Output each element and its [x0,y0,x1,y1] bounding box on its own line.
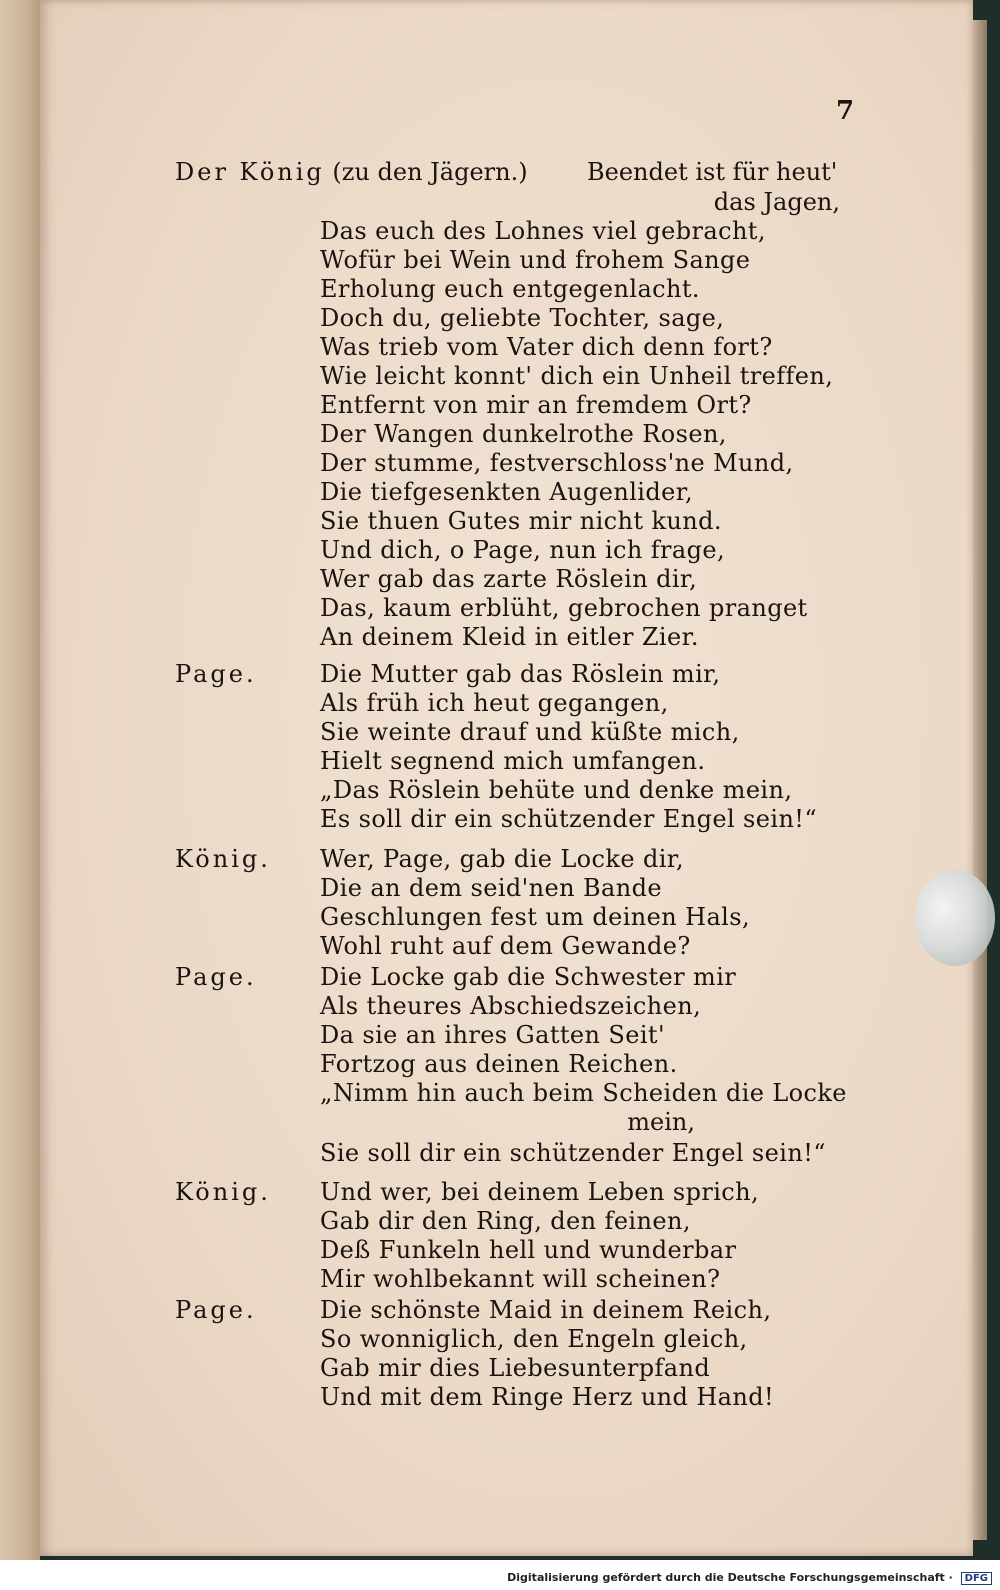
verse-line: Mir wohlbekannt will scheinen? [320,1265,721,1293]
verse-line: Wohl ruht auf dem Gewande? [320,932,691,960]
page-number: 7 [836,96,855,126]
verse-line: Beendet ist für heut' [587,158,838,186]
speaker-name: Page. [175,660,257,688]
verse-line-continuation: das Jagen, [713,188,840,216]
verse-line: Wofür bei Wein und frohem Sange [320,246,751,274]
speaker-name: Der König [175,158,325,186]
verse-line: „Das Röslein behüte und denke mein, [320,776,793,804]
verse-line: Und dich, o Page, nun ich frage, [320,536,726,564]
verse-line: Wer, Page, gab die Locke dir, [320,845,685,873]
verse-line: So wonniglich, den Engeln gleich, [320,1325,748,1353]
verse-line: Hielt segnend mich umfangen. [320,747,706,775]
credit-text: Digitalisierung gefördert durch die Deutsche Forschungsgemeinschaft · [507,1571,953,1584]
scanner-thumb-shadow [915,870,995,966]
verse-line: Gab mir dies Liebesunterpfand [320,1354,711,1382]
digitization-credit [507,1571,992,1585]
verse-line: Als früh ich heut gegangen, [320,689,669,717]
first-speech-line [175,158,845,186]
verse-line: Sie thuen Gutes mir nicht kund. [320,507,722,535]
verse-line: Der stumme, festverschloss'ne Mund, [320,449,794,477]
verse-line: Und wer, bei deinem Leben sprich, [320,1178,760,1206]
verse-line: Die tiefgesenkten Augenlider, [320,478,693,506]
stage-direction: (zu den Jägern.) [332,158,528,186]
verse-line: Was trieb vom Vater dich denn fort? [320,333,773,361]
verse-line: Die schönste Maid in deinem Reich, [320,1296,772,1324]
verse-line: Deß Funkeln hell und wunderbar [320,1236,737,1264]
speaker-name: Page. [175,963,257,991]
speaker-name: König. [175,845,271,873]
verse-line: Doch du, geliebte Tochter, sage, [320,304,725,332]
verse-line: Und mit dem Ringe Herz und Hand! [320,1383,775,1411]
verse-line: Als theures Abschiedszeichen, [320,992,702,1020]
verse-line: Wie leicht konnt' dich ein Unheil treffen, [320,362,834,390]
verse-line: Das, kaum erblüht, gebrochen pranget [320,594,808,622]
verse-line: Entfernt von mir an fremdem Ort? [320,391,752,419]
verse-line: Erholung euch entgegenlacht. [320,275,700,303]
verse-line: „Nimm hin auch beim Scheiden die Locke [320,1079,847,1107]
dfg-logo: DFG [961,1572,992,1585]
verse-line: Es soll dir ein schützender Engel sein!“ [320,805,818,833]
verse-line: Das euch des Lohnes viel gebracht, [320,217,766,245]
facing-page-edge [0,0,40,1560]
verse-line: Gab dir den Ring, den feinen, [320,1207,691,1235]
verse-line: Die Locke gab die Schwester mir [320,963,737,991]
verse-line: Geschlungen fest um deinen Hals, [320,903,750,931]
verse-line: Der Wangen dunkelrothe Rosen, [320,420,727,448]
verse-line: Wer gab das zarte Röslein dir, [320,565,698,593]
page-fore-edge [973,20,987,1540]
speaker-name: König. [175,1178,271,1206]
verse-line: Sie weinte drauf und küßte mich, [320,718,740,746]
verse-line: An deinem Kleid in eitler Zier. [320,623,699,651]
speaker-name: Page. [175,1296,257,1324]
verse-line: Fortzog aus deinen Reichen. [320,1050,678,1078]
verse-line: Sie soll dir ein schützender Engel sein!“ [320,1139,826,1167]
verse-line: Die an dem seid'nen Bande [320,874,662,902]
verse-line: Die Mutter gab das Röslein mir, [320,660,721,688]
verse-line-continuation: mein, [627,1108,695,1136]
verse-line: Da sie an ihres Gatten Seit' [320,1021,665,1049]
